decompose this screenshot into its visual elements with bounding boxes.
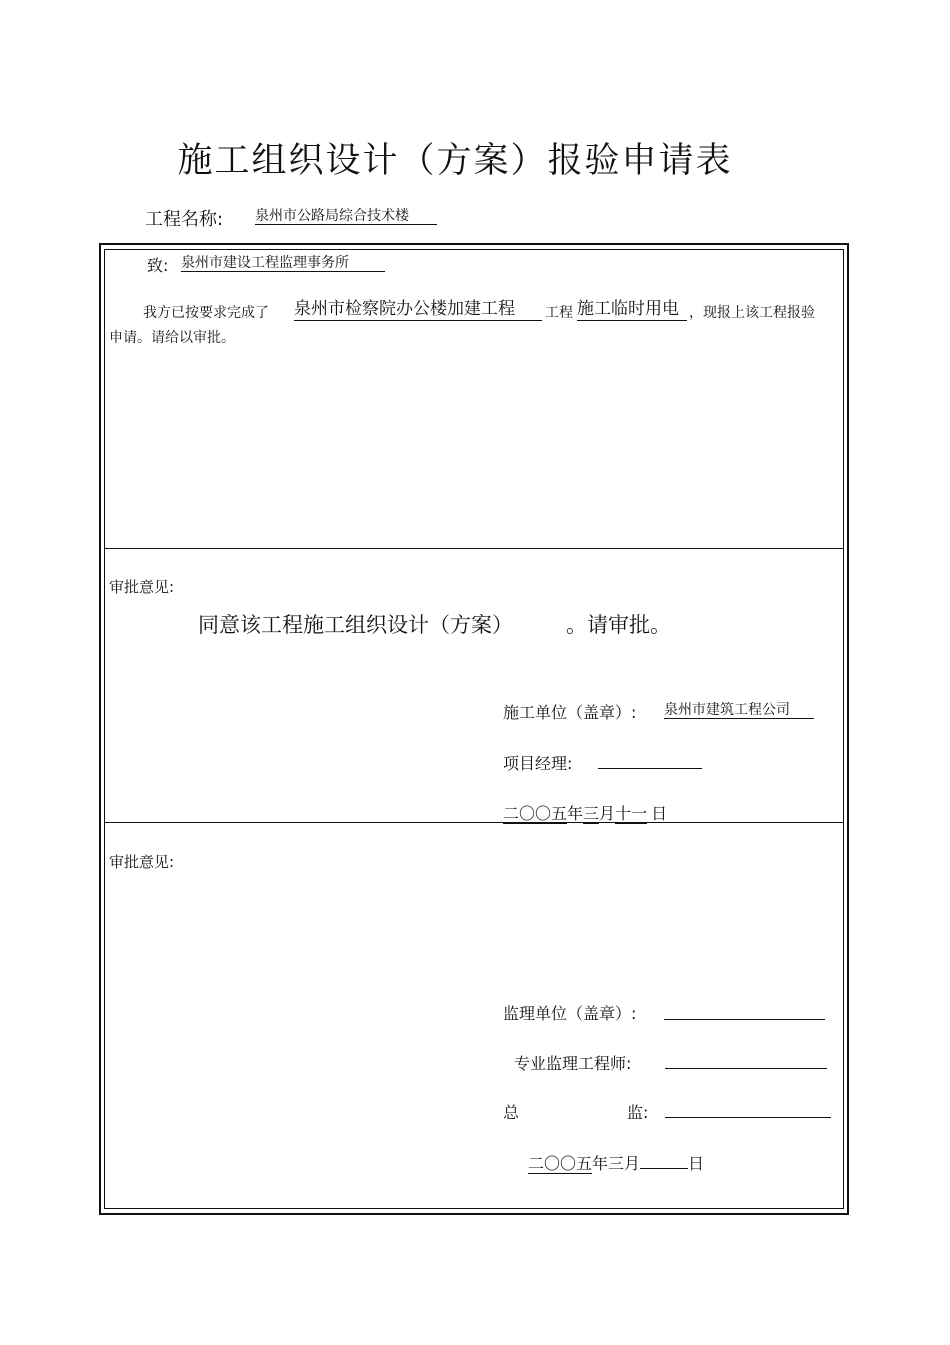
- chief-label-2: 监:: [627, 1103, 649, 1122]
- chief-blank: [665, 1116, 831, 1118]
- page-title: 施工组织设计（方案）报验申请表: [177, 141, 733, 181]
- project-name-value: 泉州市公路局综合技术楼: [255, 208, 437, 225]
- date-day-unit: 日: [651, 804, 668, 823]
- project-manager-blank: [598, 767, 702, 769]
- supervision-unit-blank: [664, 1018, 825, 1020]
- statement-prefix: 我方已按要求完成了: [143, 305, 269, 321]
- statement-line2: 申请。请给以审批。: [109, 330, 235, 346]
- approval-opinion: 同意该工程施工组织设计（方案）: [198, 613, 513, 637]
- statement-suffix: ，现报上该工程报验: [689, 305, 815, 321]
- date-day: 十一: [615, 804, 648, 823]
- approval-label-1: 审批意见:: [109, 578, 175, 596]
- recipient-label: 致:: [147, 256, 169, 275]
- chief-label-1: 总: [503, 1103, 520, 1122]
- approval-label-2: 审批意见:: [109, 853, 175, 871]
- date-month-unit: 月: [599, 804, 616, 823]
- filled-project-name: 泉州市检察院办公楼加建工程: [294, 300, 542, 321]
- date-day-unit: 日: [688, 1154, 705, 1173]
- approval-opinion-end: 。请审批。: [566, 613, 671, 637]
- date-day-blank: [640, 1167, 688, 1169]
- date-year-unit: 年: [567, 804, 584, 823]
- contractor-unit-label: 施工单位（盖章）:: [503, 703, 637, 722]
- project-manager-label: 项目经理:: [503, 754, 573, 773]
- supervision-unit-label: 监理单位（盖章）:: [503, 1004, 637, 1023]
- statement-mid: 工程: [545, 305, 573, 321]
- date-year: 二〇〇五: [528, 1154, 593, 1173]
- date-month: 三: [583, 804, 600, 823]
- date-month: 三月: [608, 1154, 641, 1173]
- date-year: 二〇〇五: [503, 804, 568, 823]
- section-divider-2: [104, 822, 844, 823]
- form-inner-border: [104, 249, 844, 1209]
- recipient-value: 泉州市建设工程监理事务所: [181, 255, 385, 272]
- section-divider-1: [104, 548, 844, 549]
- filled-item: 施工临时用电: [577, 300, 687, 321]
- date-year-unit: 年: [592, 1154, 609, 1173]
- supervision-engineer-label: 专业监理工程师:: [514, 1054, 632, 1073]
- project-name-label: 工程名称:: [145, 209, 224, 230]
- contractor-date: [503, 801, 667, 824]
- supervision-engineer-blank: [665, 1067, 827, 1069]
- contractor-unit-value: 泉州市建筑工程公司: [664, 702, 814, 719]
- supervision-date: [528, 1151, 704, 1174]
